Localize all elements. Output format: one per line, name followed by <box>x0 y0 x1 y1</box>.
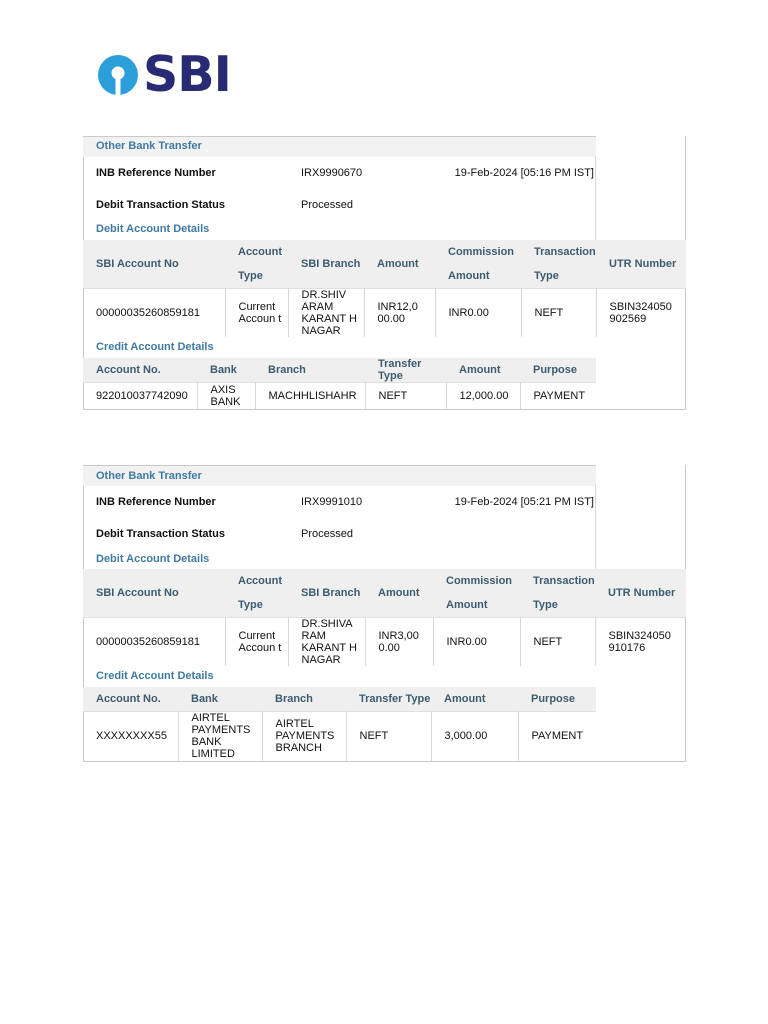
header-amount: Amount <box>365 569 433 618</box>
cell-bank: AIRTEL PAYMENTS BANK LIMITED <box>178 711 262 761</box>
header-commission: Commission Amount <box>433 569 520 618</box>
cell-commission: INR0.00 <box>433 618 520 667</box>
reference-label: INB Reference Number <box>96 167 216 179</box>
header-credit-amount: Amount <box>431 687 518 711</box>
transaction-datetime: 19-Feb-2024 [05:21 PM IST] <box>454 496 594 508</box>
transfer-card-2 <box>83 465 686 762</box>
reference-label: INB Reference Number <box>96 496 216 508</box>
cell-credit-amount: 3,000.00 <box>431 711 518 761</box>
header-sbi-branch: SBI Branch <box>288 569 365 618</box>
cell-account-no: XXXXXXXX55 <box>83 711 178 761</box>
header-purpose: Purpose <box>518 687 596 711</box>
cell-commission: INR0.00 <box>435 289 521 338</box>
status-label: Debit Transaction Status <box>96 199 225 211</box>
header-utr: UTR Number <box>595 569 686 618</box>
table-row <box>83 711 596 761</box>
credit-section-title: Credit Account Details <box>96 341 214 353</box>
cell-purpose: PAYMENT <box>518 711 596 761</box>
credit-section-title: Credit Account Details <box>96 670 214 682</box>
header-account-type: Account Type <box>225 569 288 618</box>
header-sbi-branch: SBI Branch <box>288 240 364 289</box>
cell-utr: SBIN324050 910176 <box>595 618 686 667</box>
table-row <box>83 289 686 338</box>
header-commission: Commission Amount <box>435 240 521 289</box>
sbi-logo-mark-icon <box>96 53 140 97</box>
cell-account: 00000035260859181 <box>83 618 225 667</box>
cell-amount: INR3,00 0.00 <box>365 618 433 667</box>
header-bank: Bank <box>178 687 262 711</box>
cell-txn-type: NEFT <box>520 618 595 667</box>
header-credit-amount: Amount <box>446 358 520 383</box>
header-sbi-account: SBI Account No <box>83 569 225 618</box>
reference-row <box>83 158 596 188</box>
cell-purpose: PAYMENT <box>520 383 596 409</box>
transaction-datetime: 19-Feb-2024 [05:16 PM IST] <box>454 167 594 179</box>
header-sbi-account: SBI Account No <box>83 240 225 289</box>
table-row <box>83 383 596 409</box>
cell-branch: DR.SHIV ARAM KARANT H NAGAR <box>288 289 364 338</box>
status-row <box>83 190 596 220</box>
header-branch: Branch <box>262 687 346 711</box>
status-value: Processed <box>301 199 353 211</box>
table-row <box>83 618 686 667</box>
header-transaction-type: Transaction Type <box>521 240 596 289</box>
cell-transfer-type: NEFT <box>346 711 431 761</box>
reference-value: IRX9990670 <box>301 167 363 179</box>
divider <box>595 485 596 569</box>
status-value: Processed <box>301 528 353 540</box>
header-account-no: Account No. <box>83 687 178 711</box>
section-title: Other Bank Transfer <box>96 470 202 482</box>
status-label: Debit Transaction Status <box>96 528 225 540</box>
cell-amount: INR12,0 00.00 <box>364 289 435 338</box>
cell-account-no: 922010037742090 <box>83 383 197 409</box>
reference-row <box>83 487 596 517</box>
reference-value: IRX9991010 <box>301 496 363 508</box>
header-transfer-type: Transfer Type <box>346 687 431 711</box>
credit-table <box>83 358 596 409</box>
cell-credit-amount: 12,000.00 <box>446 383 520 409</box>
sbi-logo <box>96 46 231 103</box>
section-title: Other Bank Transfer <box>96 140 202 152</box>
sbi-logo-text: SBI <box>143 46 231 103</box>
header-bank: Bank <box>197 358 255 383</box>
cell-branch: DR.SHIVA RAM KARANT H NAGAR <box>288 618 365 667</box>
credit-table <box>83 687 596 761</box>
cell-type: Current Accoun t <box>225 618 288 667</box>
cell-transfer-type: NEFT <box>365 383 446 409</box>
debit-section-title: Debit Account Details <box>96 223 210 235</box>
cell-branch: AIRTEL PAYMENTS BRANCH <box>262 711 346 761</box>
status-row <box>83 519 596 549</box>
header-account-type: Account Type <box>225 240 288 289</box>
debit-section-title: Debit Account Details <box>96 553 210 565</box>
cell-type: Current Accoun t <box>225 289 288 338</box>
header-amount: Amount <box>364 240 435 289</box>
header-purpose: Purpose <box>520 358 596 383</box>
divider <box>595 156 596 240</box>
header-branch: Branch <box>255 358 365 383</box>
transfer-card-1 <box>83 136 686 410</box>
cell-utr: SBIN324050 902569 <box>596 289 686 338</box>
cell-txn-type: NEFT <box>521 289 596 338</box>
debit-table <box>83 240 686 337</box>
header-transfer-type: Transfer Type <box>365 358 446 383</box>
debit-table <box>83 569 686 666</box>
cell-account: 00000035260859181 <box>83 289 225 338</box>
header-transaction-type: Transaction Type <box>520 569 595 618</box>
cell-branch: MACHHLISHAHR <box>255 383 365 409</box>
header-account-no: Account No. <box>83 358 197 383</box>
header-utr: UTR Number <box>596 240 686 289</box>
cell-bank: AXIS BANK <box>197 383 255 409</box>
